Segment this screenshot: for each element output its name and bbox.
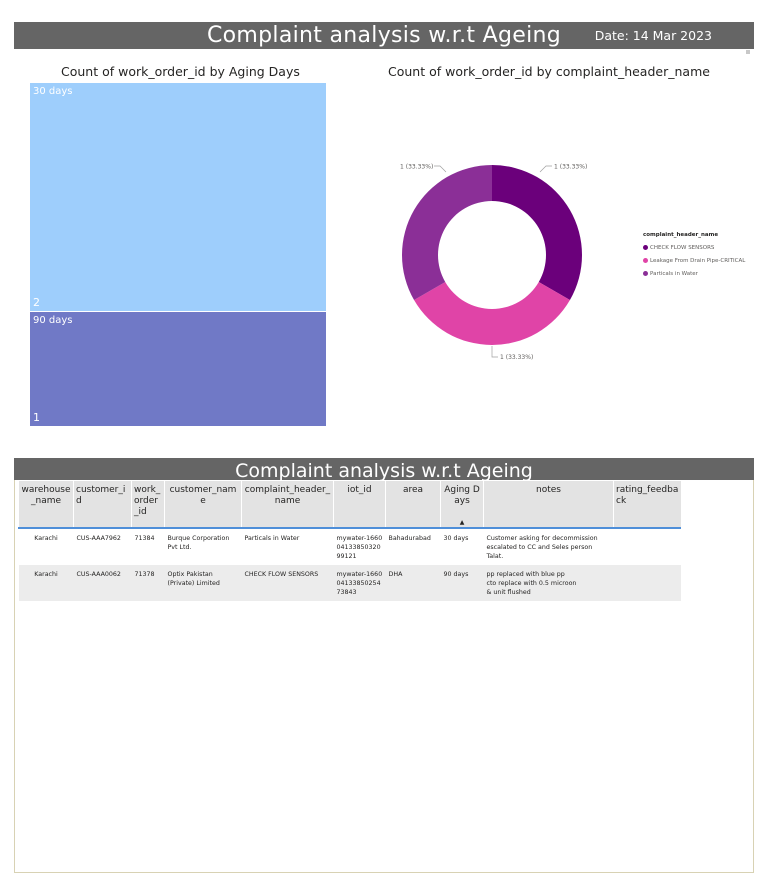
report-date: Date: 14 Mar 2023 xyxy=(594,28,712,43)
donut-title: Count of work_order_id by complaint_header_name xyxy=(388,64,710,79)
slice-leader-line xyxy=(434,166,446,172)
column-header-customer-name[interactable]: customer_name xyxy=(165,481,242,528)
column-header-area[interactable]: area xyxy=(386,481,441,528)
treemap-cell-label: 90 days xyxy=(33,315,73,326)
table-title: Complaint analysis w.r.t Ageing xyxy=(14,458,754,480)
visual-resize-handle[interactable] xyxy=(746,50,750,54)
complaint-table xyxy=(18,481,681,601)
report-title: Complaint analysis w.r.t Ageing xyxy=(206,23,562,48)
cell-customer-name: Burque Corporation Pvt Ltd. xyxy=(165,528,242,565)
slice-data-label: 1 (33.33%) xyxy=(554,163,588,171)
cell-customer-name: Optix Pakistan (Private) Limited xyxy=(165,565,242,601)
report-header xyxy=(14,22,754,49)
cell-notes xyxy=(484,528,614,565)
legend-item-particals-in-water[interactable] xyxy=(643,267,745,280)
treemap-cell-30-days[interactable] xyxy=(30,83,326,311)
column-header-iot-id[interactable]: iot_id xyxy=(334,481,386,528)
donut-legend xyxy=(643,232,745,280)
cell-iot-id: mywater-16600413385025473843 xyxy=(334,565,386,601)
table-row[interactable] xyxy=(19,528,681,565)
slice-data-label: 1 (33.33%) xyxy=(400,163,434,171)
column-header-label: Aging Days xyxy=(444,485,480,506)
cell-aging-days: 90 days xyxy=(441,565,484,601)
donut-slice-check-flow-sensors[interactable] xyxy=(492,165,582,300)
cell-work-order-id: 71384 xyxy=(132,528,165,565)
cell-area: DHA xyxy=(386,565,441,601)
treemap-cell-count: 1 xyxy=(33,411,40,424)
cell-aging-days: 30 days xyxy=(441,528,484,565)
slice-leader-line xyxy=(492,346,498,357)
notes-line: cto replace with 0.5 microon xyxy=(486,580,577,587)
column-header-customer-id[interactable]: customer_id xyxy=(74,481,132,528)
notes-line: pp replaced with blue pp xyxy=(486,571,565,578)
legend-dot-icon xyxy=(643,245,648,250)
cell-rating-feedback xyxy=(614,528,681,565)
cell-warehouse-name: Karachi xyxy=(19,565,74,601)
legend-dot-icon xyxy=(643,258,648,263)
slice-data-label: 1 (33.33%) xyxy=(500,354,534,361)
cell-customer-id: CUS-AAA7962 xyxy=(74,528,132,565)
table-header-row xyxy=(19,481,681,528)
legend-item-label: Particals in Water xyxy=(650,270,698,277)
legend-item-leakage-from-drain-pipe[interactable] xyxy=(643,254,745,267)
legend-item-label: Leakage From Drain Pipe-CRITICAL xyxy=(650,257,746,264)
treemap-cell-count: 2 xyxy=(33,296,40,309)
legend-item-check-flow-sensors[interactable] xyxy=(643,241,745,254)
cell-rating-feedback xyxy=(614,565,681,601)
legend-title: complaint_header_name xyxy=(643,232,719,238)
column-header-notes[interactable]: notes xyxy=(484,481,614,528)
notes-line: & unit flushed xyxy=(486,589,531,596)
column-header-aging-days[interactable] xyxy=(441,481,484,528)
cell-area: Bahadurabad xyxy=(386,528,441,565)
cell-complaint-header-name: Particals in Water xyxy=(242,528,334,565)
cell-warehouse-name: Karachi xyxy=(19,528,74,565)
treemap-cell-label: 30 days xyxy=(33,86,73,97)
cell-iot-id: mywater-16600413385032099121 xyxy=(334,528,386,565)
notes-line: Customer asking for decommission escalated to CC and Seles person Talat. xyxy=(486,535,598,560)
treemap-cell-90-days[interactable] xyxy=(30,312,326,426)
slice-leader-line xyxy=(540,166,552,172)
column-header-rating-feedback[interactable]: rating_feedback xyxy=(614,481,681,528)
column-header-work-order-id[interactable]: work_order_id xyxy=(132,481,165,528)
treemap-title: Count of work_order_id by Aging Days xyxy=(61,64,300,79)
legend-item-label: CHECK FLOW SENSORS xyxy=(650,244,715,251)
column-header-warehouse-name[interactable]: warehouse_name xyxy=(19,481,74,528)
column-header-complaint-header-name[interactable]: complaint_header_name xyxy=(242,481,334,528)
donut-chart xyxy=(380,150,600,370)
table-row[interactable] xyxy=(19,565,681,601)
cell-work-order-id: 71378 xyxy=(132,565,165,601)
sort-ascending-icon[interactable]: ▲ xyxy=(459,519,465,526)
cell-notes xyxy=(484,565,614,601)
cell-complaint-header-name: CHECK FLOW SENSORS xyxy=(242,565,334,601)
cell-customer-id: CUS-AAA0062 xyxy=(74,565,132,601)
donut-slice-particals-in-water[interactable] xyxy=(402,165,492,300)
legend-dot-icon xyxy=(643,271,648,276)
donut-slice-leakage-from-drain-pipe-critical[interactable] xyxy=(414,282,570,345)
